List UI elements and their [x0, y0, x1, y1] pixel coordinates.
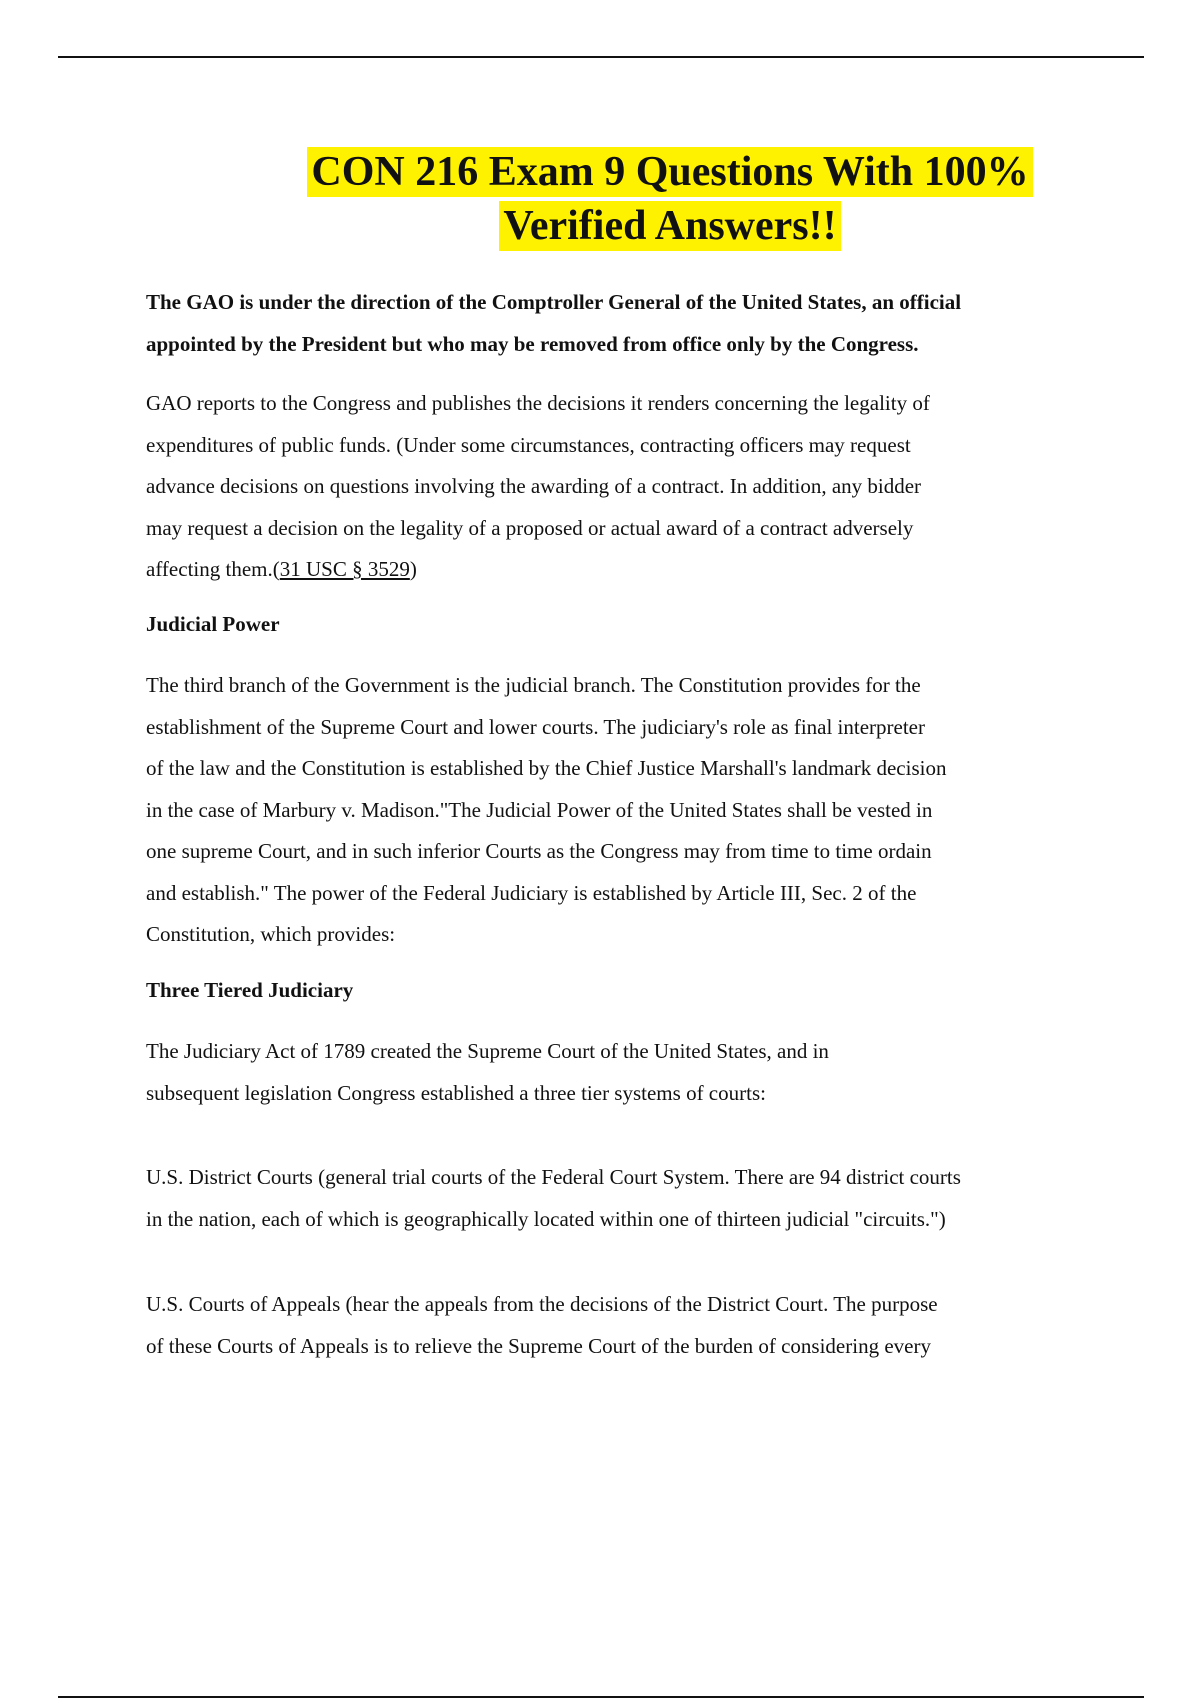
text-line: of these Courts of Appeals is to relieve the Supreme Court of the burden of considering every: [146, 1333, 931, 1358]
appeals-courts-paragraph: [146, 1284, 1096, 1367]
judiciary-act-paragraph: [146, 1031, 1096, 1114]
gao-paragraph: [146, 383, 1096, 591]
judicial-paragraph: [146, 665, 1096, 956]
text-line: and establish." The power of the Federal Judiciary is established by Article III, Sec. 2 of the: [146, 880, 917, 905]
text-line: The GAO is under the direction of the Comptroller General of the United States, an official: [146, 290, 962, 314]
intro-bold-paragraph: [146, 282, 1096, 365]
text-line: The third branch of the Government is the judicial branch. The Constitution provides for the: [146, 673, 921, 697]
title-line-2: Verified Answers!!: [499, 201, 840, 251]
heading-judicial-power: Judicial Power: [146, 612, 280, 636]
text-line: Constitution, which provides:: [146, 922, 396, 946]
heading-three-tiered-judiciary: Three Tiered Judiciary: [146, 978, 354, 1002]
text-line: The Judiciary Act of 1789 created the Supreme Court of the United States, and in: [146, 1039, 829, 1063]
district-courts-paragraph: [146, 1157, 1096, 1240]
text-line: advance decisions on questions involving the awarding of a contract. In addition, any bidder: [146, 474, 922, 498]
text-line: in the nation, each of which is geographically located within one of thirteen judicial "circuits."): [146, 1206, 946, 1231]
text-line: establishment of the Supreme Court and lower courts. The judiciary's role as final interpreter: [146, 714, 925, 739]
text-line: one supreme Court, and in such inferior Courts as the Congress may from time to time ordain: [146, 839, 932, 863]
title-line-1: CON 216 Exam 9 Questions With 100%: [307, 147, 1032, 197]
usc-citation-link[interactable]: 31 USC § 3529: [279, 557, 410, 581]
text-line: GAO reports to the Congress and publishes the decisions it renders concerning the legality of: [146, 391, 930, 415]
top-rule: [58, 56, 1144, 58]
text-line: of the law and the Constitution is established by the Chief Justice Marshall's landmark decision: [146, 756, 947, 780]
text-fragment: affecting them.(: [146, 557, 280, 581]
text-line: appointed by the President but who may be removed from office only by the Congress.: [146, 331, 919, 356]
text-line: U.S. Courts of Appeals (hear the appeals from the decisions of the District Court. The purpose: [146, 1292, 938, 1316]
text-line: U.S. District Courts (general trial courts of the Federal Court System. There are 94 district courts: [146, 1165, 961, 1189]
text-line: [146, 549, 1096, 591]
text-fragment: ): [409, 557, 417, 581]
text-line: in the case of Marbury v. Madison."The Judicial Power of the United States shall be vested in: [146, 797, 933, 822]
text-line: may request a decision on the legality of a proposed or actual award of a contract adversely: [146, 515, 914, 540]
page-title: [190, 145, 1150, 253]
text-line: subsequent legislation Congress established a three tier systems of courts:: [146, 1080, 766, 1105]
text-line: expenditures of public funds. (Under some circumstances, contracting officers may request: [146, 432, 911, 457]
bottom-rule: [58, 1696, 1144, 1698]
